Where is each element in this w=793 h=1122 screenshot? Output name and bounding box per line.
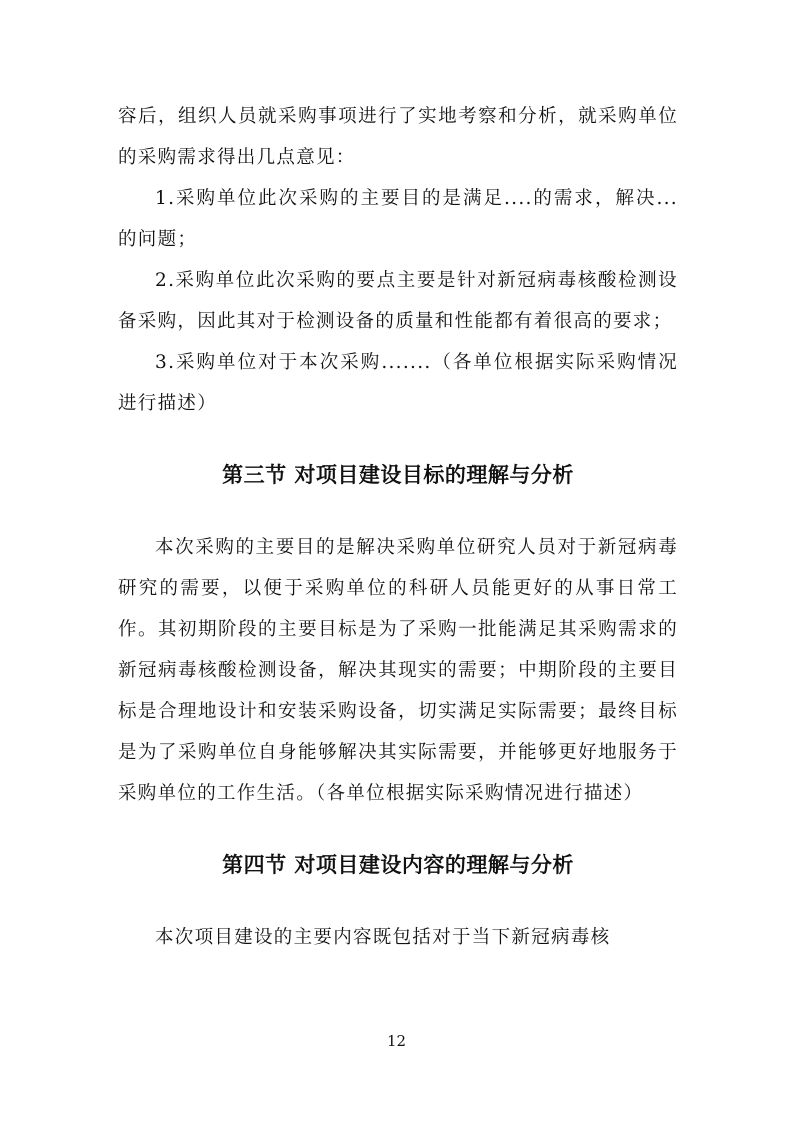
spacer — [118, 424, 678, 455]
body-paragraph-continued: 容后，组织人员就采购事项进行了实地考察和分析，就采购单位的采购需求得出几点意见： — [118, 106, 678, 168]
list-item-1: 1.采购单位此次采购的主要目的是满足....的需求，解决...的问题； — [118, 188, 678, 250]
spacer — [118, 814, 678, 845]
spacer — [118, 886, 678, 917]
section-3-paragraph: 本次采购的主要目的是解决采购单位研究人员对于新冠病毒研究的需要，以便于采购单位的科研人员能更好的从事日常工作。其初期阶段的主要目标是为了采购一批能满足其采购需求的新冠病毒核酸检测设备，解决其现实的需要；中期阶段的主要目标是合理地设计和安装采购设备，切实满足实际需要；最终目标是为了采购单位自身能够解决其实际需要，并能够更好地服务于采购单位的工作生活。（各单位根据实际采购情况进行描述） — [118, 537, 678, 804]
section-4-paragraph: 本次项目建设的主要内容既包括对于当下新冠病毒核 — [155, 927, 611, 948]
page-number: 12 — [386, 1032, 407, 1050]
spacer — [118, 496, 678, 527]
section-4-heading: 第四节 对项目建设内容的理解与分析 — [222, 853, 574, 877]
section-3-heading: 第三节 对项目建设目标的理解与分析 — [222, 463, 574, 487]
list-item-3: 3.采购单位对于本次采购.......（各单位根据实际采购情况进行描述） — [118, 352, 678, 414]
list-item-2: 2.采购单位此次采购的要点主要是针对新冠病毒核酸检测设备采购，因此其对于检测设备的质量和性能都有着很高的要求； — [118, 270, 678, 332]
page-content — [118, 96, 678, 958]
